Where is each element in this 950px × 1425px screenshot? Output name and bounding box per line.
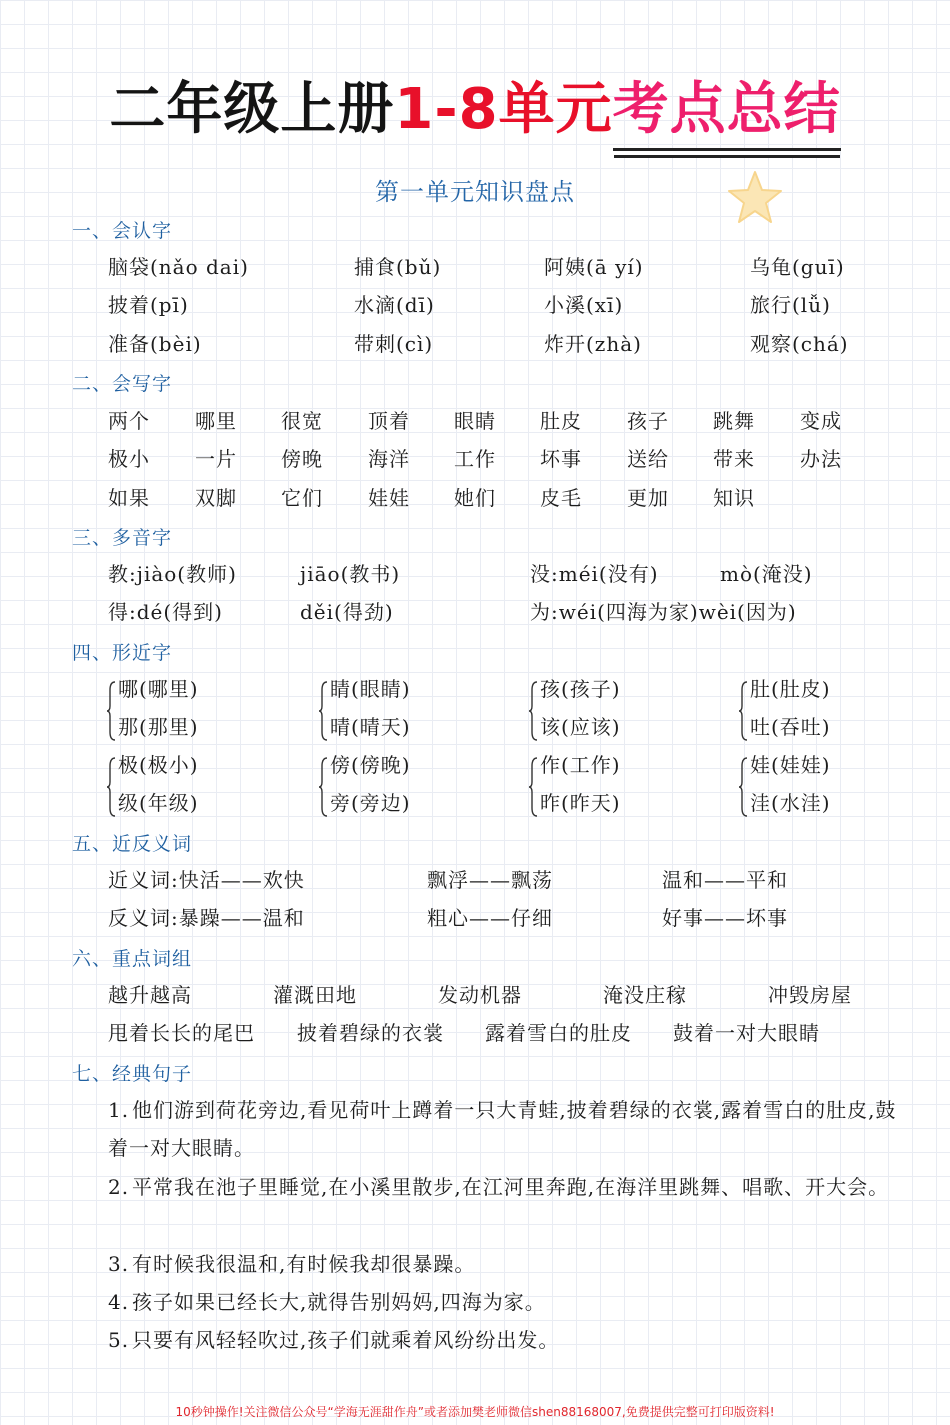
sentence-text: 他们游到荷花旁边,看见荷叶上蹲着一只大青蛙,披着碧绿的衣裳,露着雪白的肚皮,鼓着一对大眼睛。 xyxy=(108,1098,897,1160)
s6-cell: 露着雪白的肚皮 xyxy=(485,1021,632,1045)
s2-cell: 办法 xyxy=(800,447,842,471)
s1-cell: 带刺(cì) xyxy=(354,332,434,356)
sentence-text: 平常我在池子里睡觉,在小溪里散步,在江河里奔跑,在海洋里跳舞、唱歌、开大会。 xyxy=(132,1175,890,1199)
s2-cell: 它们 xyxy=(281,486,323,510)
s2-row-2 xyxy=(0,446,950,482)
s5-cell: 好事——坏事 xyxy=(662,906,788,930)
s3-cell: jiāo(教书) xyxy=(300,562,401,586)
s2-cell: 送给 xyxy=(627,447,669,471)
s2-cell: 眼睛 xyxy=(454,409,496,433)
s1-cell: 旅行(lǚ) xyxy=(750,293,831,317)
s6-cell: 披着碧绿的衣裳 xyxy=(297,1021,444,1045)
brace-icon xyxy=(738,756,748,818)
brace-icon xyxy=(738,680,748,742)
s2-cell: 极小 xyxy=(108,447,150,471)
sentence-number: 3. xyxy=(108,1252,130,1276)
s2-cell: 娃娃 xyxy=(368,486,410,510)
s6-cell: 越升越高 xyxy=(108,983,192,1007)
s5-row-1 xyxy=(0,867,950,903)
s6-cell: 鼓着一对大眼睛 xyxy=(673,1021,820,1045)
s1-cell: 乌龟(guī) xyxy=(750,255,845,279)
sentence-number: 2. xyxy=(108,1175,130,1199)
s4-cell: 那(那里) xyxy=(118,715,199,739)
footer-note: 10秒钟操作!关注微信公众号“学海无涯甜作舟”或者添加樊老师微信shen88168007,免费提供完整可打印版资料! xyxy=(175,1405,775,1419)
s4-cell: 傍(傍晚) xyxy=(330,753,411,777)
s6-cell: 冲毁房屋 xyxy=(768,983,852,1007)
section-heading-1: 一、会认字 xyxy=(72,220,173,242)
s1-cell: 脑袋(nǎo dai) xyxy=(108,255,249,279)
sentence-text: 只要有风轻轻吹过,孩子们就乘着风纷纷出发。 xyxy=(132,1328,560,1352)
s6-row-1 xyxy=(0,982,950,1018)
s2-cell: 工作 xyxy=(454,447,496,471)
brace-icon xyxy=(318,680,328,742)
s5-cell: 飘浮——飘荡 xyxy=(427,868,553,892)
title-part2: 1-8单元 xyxy=(394,77,613,142)
s3-cell: 得:dé(得到) xyxy=(108,600,223,624)
s6-cell: 甩着长长的尾巴 xyxy=(108,1021,255,1045)
s1-row-1 xyxy=(0,254,950,290)
s4-cell: 晴(晴天) xyxy=(330,715,411,739)
s2-cell: 坏事 xyxy=(540,447,582,471)
sentence-text: 孩子如果已经长大,就得告别妈妈,四海为家。 xyxy=(132,1290,546,1314)
page-subtitle: 第一单元知识盘点 xyxy=(375,178,575,206)
s3-row-1 xyxy=(0,561,950,597)
s1-row-3 xyxy=(0,331,950,367)
brace-icon xyxy=(106,756,116,818)
s1-cell: 炸开(zhà) xyxy=(544,332,642,356)
s1-cell: 披着(pī) xyxy=(108,293,189,317)
s2-cell: 带来 xyxy=(713,447,755,471)
s3-cell: 为:wéi(四海为家)wèi(因为) xyxy=(530,600,797,624)
sentence-number: 4. xyxy=(108,1290,130,1314)
s4-cell: 旁(旁边) xyxy=(330,791,411,815)
s4-cell: 极(极小) xyxy=(118,753,199,777)
s1-cell: 阿姨(ā yí) xyxy=(544,255,644,279)
star-icon xyxy=(725,168,785,228)
s2-cell: 更加 xyxy=(627,486,669,510)
s2-cell: 肚皮 xyxy=(540,409,582,433)
s4-cell: 该(应该) xyxy=(540,715,621,739)
s5-cell: 近义词:快活——欢快 xyxy=(108,868,305,892)
s3-row-2 xyxy=(0,599,950,635)
s1-cell: 捕食(bǔ) xyxy=(354,255,442,279)
s4-cell: 级(年级) xyxy=(118,791,199,815)
s6-row-2 xyxy=(0,1020,950,1056)
s4-cell: 作(工作) xyxy=(540,753,621,777)
s2-cell: 如果 xyxy=(108,486,150,510)
title-part1: 二年级上册 xyxy=(109,77,395,142)
s1-row-2 xyxy=(0,292,950,328)
sentence-number: 1. xyxy=(108,1098,130,1122)
s2-cell: 跳舞 xyxy=(713,409,755,433)
page-title xyxy=(0,76,950,151)
s4-cell: 肚(肚皮) xyxy=(750,677,831,701)
brace-icon xyxy=(528,756,538,818)
s2-cell: 顶着 xyxy=(368,409,410,433)
s2-cell: 哪里 xyxy=(195,409,237,433)
s2-cell: 双脚 xyxy=(195,486,237,510)
s1-cell: 观察(chá) xyxy=(750,332,849,356)
sentence-item xyxy=(108,1245,898,1283)
brace-icon xyxy=(528,680,538,742)
s6-cell: 淹没庄稼 xyxy=(603,983,687,1007)
section-heading-5: 五、近反义词 xyxy=(72,833,193,855)
s4-cell: 睛(眼睛) xyxy=(330,677,411,701)
s2-row-3 xyxy=(0,485,950,521)
s3-cell: mò(淹没) xyxy=(720,562,813,586)
s2-cell: 知识 xyxy=(713,486,755,510)
s3-cell: 教:jiào(教师) xyxy=(108,562,237,586)
section-heading-4: 四、形近字 xyxy=(72,642,173,664)
s5-cell: 粗心——仔细 xyxy=(427,906,553,930)
brace-icon xyxy=(318,756,328,818)
title-part3: 考点总结 xyxy=(613,76,841,151)
s5-cell: 温和——平和 xyxy=(662,868,788,892)
s4-cell: 娃(娃娃) xyxy=(750,753,831,777)
section-heading-2: 二、会写字 xyxy=(72,373,173,395)
sentence-number: 5. xyxy=(108,1328,130,1352)
s1-cell: 准备(bèi) xyxy=(108,332,202,356)
s2-cell: 变成 xyxy=(800,409,842,433)
sentence-item xyxy=(108,1283,898,1321)
s2-cell: 海洋 xyxy=(368,447,410,471)
s2-row-1 xyxy=(0,408,950,444)
s3-cell: 没:méi(没有) xyxy=(530,562,659,586)
section-heading-6: 六、重点词组 xyxy=(72,948,193,970)
s1-cell: 水滴(dī) xyxy=(354,293,435,317)
s4-cell: 吐(吞吐) xyxy=(750,715,831,739)
s2-cell: 很宽 xyxy=(281,409,323,433)
s2-cell: 傍晚 xyxy=(281,447,323,471)
s4-cell: 昨(昨天) xyxy=(540,791,621,815)
s2-cell: 皮毛 xyxy=(540,486,582,510)
section-heading-7: 七、经典句子 xyxy=(72,1063,193,1085)
s6-cell: 灌溉田地 xyxy=(273,983,357,1007)
sentence-text: 有时候我很温和,有时候我却很暴躁。 xyxy=(132,1252,476,1276)
s2-cell: 她们 xyxy=(454,486,496,510)
sentence-item xyxy=(108,1321,898,1359)
s1-cell: 小溪(xī) xyxy=(544,293,624,317)
sentence-item xyxy=(108,1091,898,1167)
s6-cell: 发动机器 xyxy=(438,983,522,1007)
brace-icon xyxy=(106,680,116,742)
section-heading-3: 三、多音字 xyxy=(72,527,173,549)
s3-cell: děi(得劲) xyxy=(300,600,394,624)
s2-cell: 一片 xyxy=(195,447,237,471)
s2-cell: 孩子 xyxy=(627,409,669,433)
sentence-item xyxy=(108,1168,898,1206)
s2-cell: 两个 xyxy=(108,409,150,433)
s5-row-2 xyxy=(0,905,950,941)
s4-cell: 孩(孩子) xyxy=(540,677,621,701)
s4-cell: 洼(水洼) xyxy=(750,791,831,815)
s4-cell: 哪(哪里) xyxy=(118,677,199,701)
s5-cell: 反义词:暴躁——温和 xyxy=(108,906,305,930)
